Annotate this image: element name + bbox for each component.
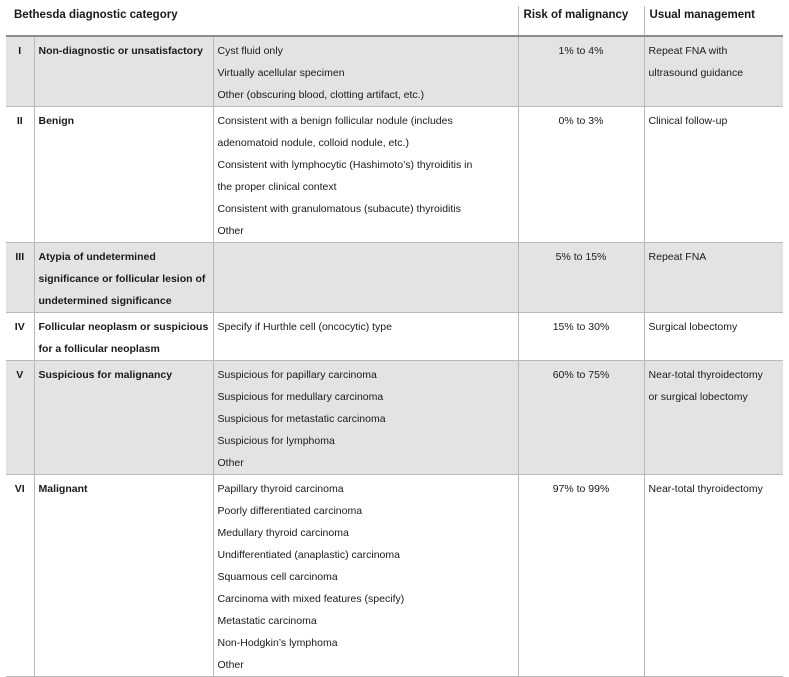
detail-line: Suspicious for lymphoma: [217, 435, 335, 447]
management-line: Repeat FNA with: [648, 45, 728, 57]
detail-line: Other: [217, 659, 244, 671]
detail-line: Suspicious for metastatic carcinoma: [217, 413, 386, 425]
bethesda-table-container: [6, 6, 783, 677]
detail-line: Specify if Hurthle cell (oncocytic) type: [217, 321, 392, 333]
detail-line: Cyst fluid only: [217, 45, 283, 57]
bethesda-table: [6, 6, 783, 677]
detail-line: Other (obscuring blood, clotting artifact, etc.): [217, 89, 425, 101]
category-name: [34, 361, 213, 475]
risk-value: 5% to 15%: [518, 243, 644, 313]
category-details: [213, 313, 518, 361]
detail-line: Other: [217, 457, 244, 469]
table-header-row: [6, 6, 783, 36]
category-number: IV: [6, 313, 34, 361]
detail-line: Consistent with a benign follicular nodule (includes: [217, 115, 453, 127]
detail-line: Suspicious for medullary carcinoma: [217, 391, 384, 403]
management-line: Near-total thyroidectomy: [648, 483, 763, 495]
risk-value: 15% to 30%: [518, 313, 644, 361]
management-text: [644, 36, 783, 107]
risk-value: 97% to 99%: [518, 475, 644, 677]
header-management: Usual management: [644, 6, 783, 36]
detail-line: the proper clinical context: [217, 181, 337, 193]
management-text: [644, 313, 783, 361]
table-row: [6, 107, 783, 243]
table-row: [6, 361, 783, 475]
detail-line: Poorly differentiated carcinoma: [217, 505, 363, 517]
category-name-line: Follicular neoplasm or suspicious: [38, 321, 209, 333]
category-name: [34, 243, 213, 313]
management-text: [644, 243, 783, 313]
category-details: [213, 107, 518, 243]
detail-line: Metastatic carcinoma: [217, 615, 317, 627]
risk-value: 1% to 4%: [518, 36, 644, 107]
category-name-line: Non-diagnostic or unsatisfactory: [38, 45, 204, 57]
table-row: [6, 243, 783, 313]
detail-line: adenomatoid nodule, colloid nodule, etc.): [217, 137, 409, 149]
detail-line: Papillary thyroid carcinoma: [217, 483, 344, 495]
category-details: [213, 361, 518, 475]
category-name-line: Atypia of undetermined: [38, 251, 156, 263]
risk-value: 0% to 3%: [518, 107, 644, 243]
management-line: Repeat FNA: [648, 251, 707, 263]
detail-line: Medullary thyroid carcinoma: [217, 527, 349, 539]
category-details: [213, 36, 518, 107]
management-line: Near-total thyroidectomy: [648, 369, 763, 381]
management-text: [644, 107, 783, 243]
detail-line: Virtually acellular specimen: [217, 67, 345, 79]
detail-line: Suspicious for papillary carcinoma: [217, 369, 377, 381]
detail-line: Consistent with lymphocytic (Hashimoto’s) thyroiditis in: [217, 159, 473, 171]
table-row: [6, 36, 783, 107]
table-row: [6, 475, 783, 677]
detail-line: Squamous cell carcinoma: [217, 571, 338, 583]
category-name-line: Suspicious for malignancy: [38, 369, 173, 381]
category-number: I: [6, 36, 34, 107]
detail-line: Non-Hodgkin’s lymphoma: [217, 637, 338, 649]
category-name: [34, 475, 213, 677]
category-name-line: undetermined significance: [38, 295, 172, 307]
management-text: [644, 475, 783, 677]
category-number: V: [6, 361, 34, 475]
category-details: [213, 243, 518, 313]
category-details: [213, 475, 518, 677]
detail-line: Undifferentiated (anaplastic) carcinoma: [217, 549, 400, 561]
category-number: VI: [6, 475, 34, 677]
management-line: Clinical follow-up: [648, 115, 728, 127]
category-name-line: for a follicular neoplasm: [38, 343, 160, 355]
category-name: [34, 36, 213, 107]
category-number: III: [6, 243, 34, 313]
risk-value: 60% to 75%: [518, 361, 644, 475]
detail-line: Other: [217, 225, 244, 237]
management-line: or surgical lobectomy: [648, 391, 748, 403]
management-text: [644, 361, 783, 475]
category-name: [34, 107, 213, 243]
category-name: [34, 313, 213, 361]
category-number: II: [6, 107, 34, 243]
detail-line: Consistent with granulomatous (subacute) thyroiditis: [217, 203, 461, 215]
header-risk: Risk of malignancy: [518, 6, 644, 36]
management-line: Surgical lobectomy: [648, 321, 738, 333]
category-name-line: Malignant: [38, 483, 88, 495]
detail-line: Carcinoma with mixed features (specify): [217, 593, 405, 605]
category-name-line: significance or follicular lesion of: [38, 273, 206, 285]
table-row: [6, 313, 783, 361]
category-name-line: Benign: [38, 115, 75, 127]
header-category: Bethesda diagnostic category: [6, 6, 518, 36]
management-line: ultrasound guidance: [648, 67, 744, 79]
